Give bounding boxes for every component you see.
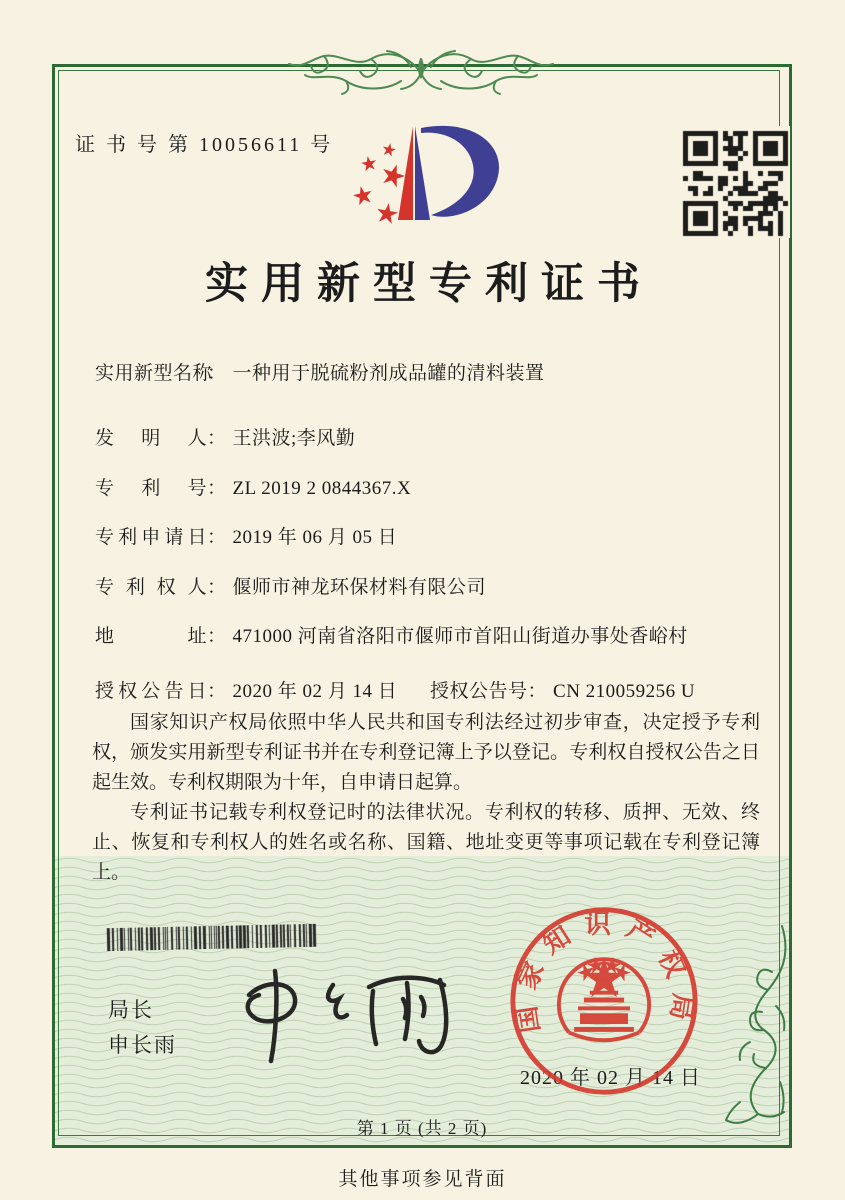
- field-value: CN 210059256 U: [553, 681, 696, 702]
- field-value: 一种用于脱硫粉剂成品罐的清料装置: [232, 363, 545, 384]
- field-row-filing-date: [95, 522, 397, 549]
- field-row-patentee: [95, 572, 486, 599]
- field-label: 地址: [95, 626, 207, 647]
- field-label: 授权公告日: [95, 681, 207, 702]
- field-colon: ：: [207, 428, 227, 449]
- field-colon: ：: [527, 681, 548, 702]
- field-value: 471000 河南省洛阳市偃师市首阳山街道办事处香峪村: [232, 626, 688, 647]
- field-label: 专利号: [95, 478, 207, 499]
- seal-date: 2020 年 02 月 14 日: [520, 1067, 701, 1089]
- barcode: [105, 924, 320, 951]
- field-label: 专利权人: [95, 577, 207, 598]
- field-row-inventor: [95, 423, 355, 450]
- page-number: 第 1 页 (共 2 页): [356, 1119, 488, 1138]
- field-label: 发明人: [95, 428, 207, 449]
- field-value: ZL 2019 2 0844367.X: [232, 478, 412, 499]
- commissioner-name: 申长雨: [108, 1033, 177, 1057]
- qr-code: [678, 126, 790, 238]
- commissioner-title: 局长: [108, 998, 154, 1022]
- field-colon: ：: [207, 626, 227, 647]
- cnipa-logo: [325, 118, 525, 236]
- top-flourish-ornament: [271, 33, 571, 109]
- official-seal: [506, 903, 702, 1099]
- field-colon: ：: [207, 681, 227, 702]
- certificate-number: 证 书 号 第 10056611 号: [75, 134, 334, 156]
- field-colon: ：: [207, 363, 227, 384]
- seal-ring-text: 国家知识产权局: [509, 909, 699, 1035]
- field-colon: ：: [207, 527, 227, 548]
- field-value: 偃师市神龙环保材料有限公司: [232, 577, 487, 598]
- field-colon: ：: [207, 478, 227, 499]
- national-emblem: [559, 959, 649, 1040]
- back-side-note: 其他事项参见背面: [338, 1169, 507, 1190]
- field-label: 实用新型名称: [95, 363, 213, 384]
- field-row-name: [95, 358, 545, 385]
- legal-paragraph-1: 国家知识产权局依照中华人民共和国专利法经过初步审查，决定授予专利权，颁发实用新型专利证书并在专利登记簿上予以登记。专利权自授权公告之日起生效。专利权期限为十年，自申请日起算。: [92, 712, 760, 793]
- legal-paragraph-2: 专利证书记载专利权登记时的法律状况。专利权的转移、质押、无效、终止、恢复和专利权人的姓名或名称、国籍、地址变更等事项记载在专利登记簿上。: [92, 802, 760, 883]
- commissioner-signature: [235, 965, 460, 1065]
- field-label: 专利申请日: [95, 527, 207, 548]
- field-colon: ：: [207, 577, 227, 598]
- field-value: 2019 年 06 月 05 日: [232, 527, 398, 548]
- field-value: 王洪波;李风勤: [232, 428, 356, 449]
- legal-text: [92, 708, 760, 888]
- field-row-address: [95, 621, 688, 648]
- field-value: 2020 年 02 月 14 日: [232, 681, 398, 702]
- field-row-patent-no: [95, 473, 411, 500]
- certificate-title: 实用新型专利证书: [205, 261, 653, 308]
- field-label: 授权公告号: [430, 681, 528, 702]
- field-pair-grant-no: [430, 676, 695, 703]
- field-row-grant-date: [95, 676, 785, 703]
